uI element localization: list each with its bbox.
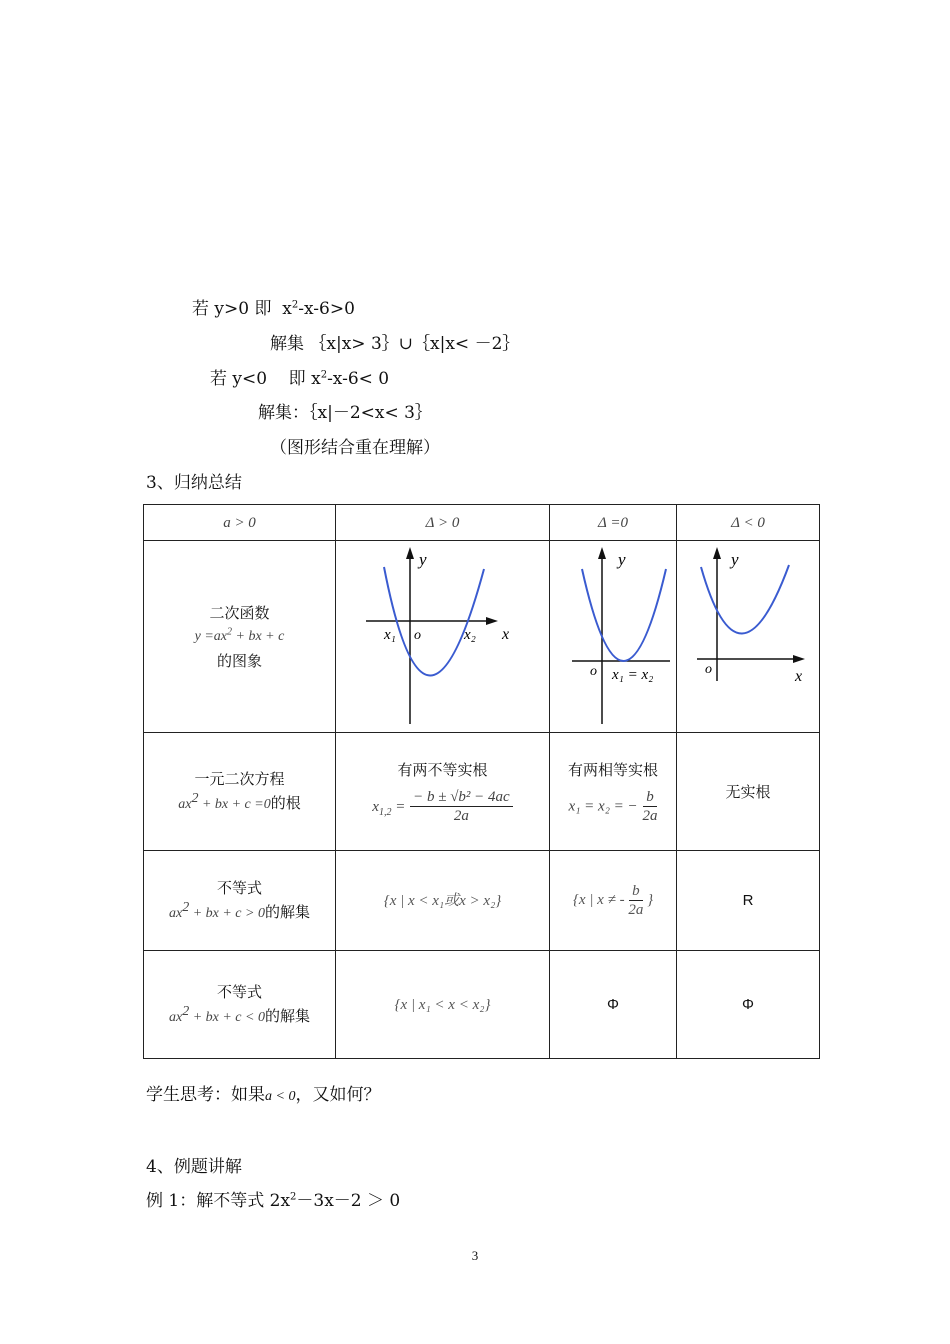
solution-set-positive: 解集 ｛x|x> 3｝∪｛x|x< －2｝ [270, 334, 520, 354]
solution-less-one-root: Φ [550, 951, 677, 1059]
row-label-inequality-greater: 不等式 ax2 + bx + c > 0的解集 [144, 851, 336, 951]
section-3-heading: 3、归纳总结 [146, 473, 242, 493]
y-axis-label: y [731, 550, 739, 569]
origin-label: o [705, 662, 712, 677]
condition-y-negative: 若 y<0 即 $x^2-x-6< 0$ [210, 369, 390, 389]
graph-note: （图形结合重在理解） [270, 438, 440, 458]
roots-two-distinct: 有两不等实根 $x_{1,2}$ = $\frac{\text{− b ± √b² − 4ac}}{2a}$ [336, 733, 550, 851]
table-row-roots [144, 733, 820, 851]
table-row-greater [144, 851, 820, 951]
solution-less-two-roots: {x | x₁ < x < x₂} [336, 951, 550, 1059]
double-root-label: x₁ = x₂ [612, 667, 654, 683]
table-row-less [144, 951, 820, 1059]
page-number: 3 [471, 1248, 479, 1263]
parabola-one-root-graph [550, 541, 677, 725]
row-label-inequality-less: 不等式 ax2 + bx + c < 0的解集 [144, 951, 336, 1059]
solution-less-no-root: Φ [677, 951, 820, 1059]
root-x1-label: x₁ [384, 627, 396, 643]
origin-label: o [414, 628, 421, 643]
graph-no-roots [677, 541, 820, 733]
summary-table [143, 504, 820, 1059]
parabola-no-root-graph [677, 541, 820, 725]
table-header-row [144, 505, 820, 541]
x-axis-label: x [502, 626, 510, 643]
header-a-positive: a > 0 [144, 505, 336, 541]
student-question: 学生思考：如果a < 0，又如何？ [146, 1085, 381, 1105]
header-delta-negative: Δ < 0 [677, 505, 820, 541]
root-x2-label: x₂ [464, 627, 476, 643]
condition-y-positive: 若 y>0 即 $x^2-x-6>0$ [192, 299, 355, 319]
header-delta-zero: Δ =0 [550, 505, 677, 541]
solution-set-negative: 解集：｛x|－2<x< 3｝ [258, 403, 432, 423]
section-4-heading: 4、例题讲解 [146, 1157, 242, 1177]
roots-none: 无实根 [677, 733, 820, 851]
graph-one-root [550, 541, 677, 733]
origin-label: o [590, 664, 597, 679]
row-label-equation-roots: 一元二次方程 ax2 + bx + c =0的根 [144, 733, 336, 851]
parabola-two-roots-graph [336, 541, 550, 725]
solution-greater-no-root: R [677, 851, 820, 951]
table-row-graph [144, 541, 820, 733]
example-1: 例 1：解不等式 $2x^2-3x-2 > 0$ [146, 1191, 401, 1211]
solution-greater-one-root: {x | x ≠ - $\frac{b}{2a}$ } [550, 851, 677, 951]
y-axis-label: y [419, 550, 427, 569]
x-axis-label: x [795, 668, 803, 685]
header-delta-positive: Δ > 0 [336, 505, 550, 541]
roots-two-equal: 有两相等实根 x₁ = x₂ = − $\frac{b}{2a}$ [550, 733, 677, 851]
solution-greater-two-roots: {x | x < x₁或x > x₂} [336, 851, 550, 951]
graph-two-roots [336, 541, 550, 733]
y-axis-label: y [618, 550, 626, 569]
row-label-function-graph: 二次函数 $y =ax^2$ + bx + c 的图象 [144, 541, 336, 733]
